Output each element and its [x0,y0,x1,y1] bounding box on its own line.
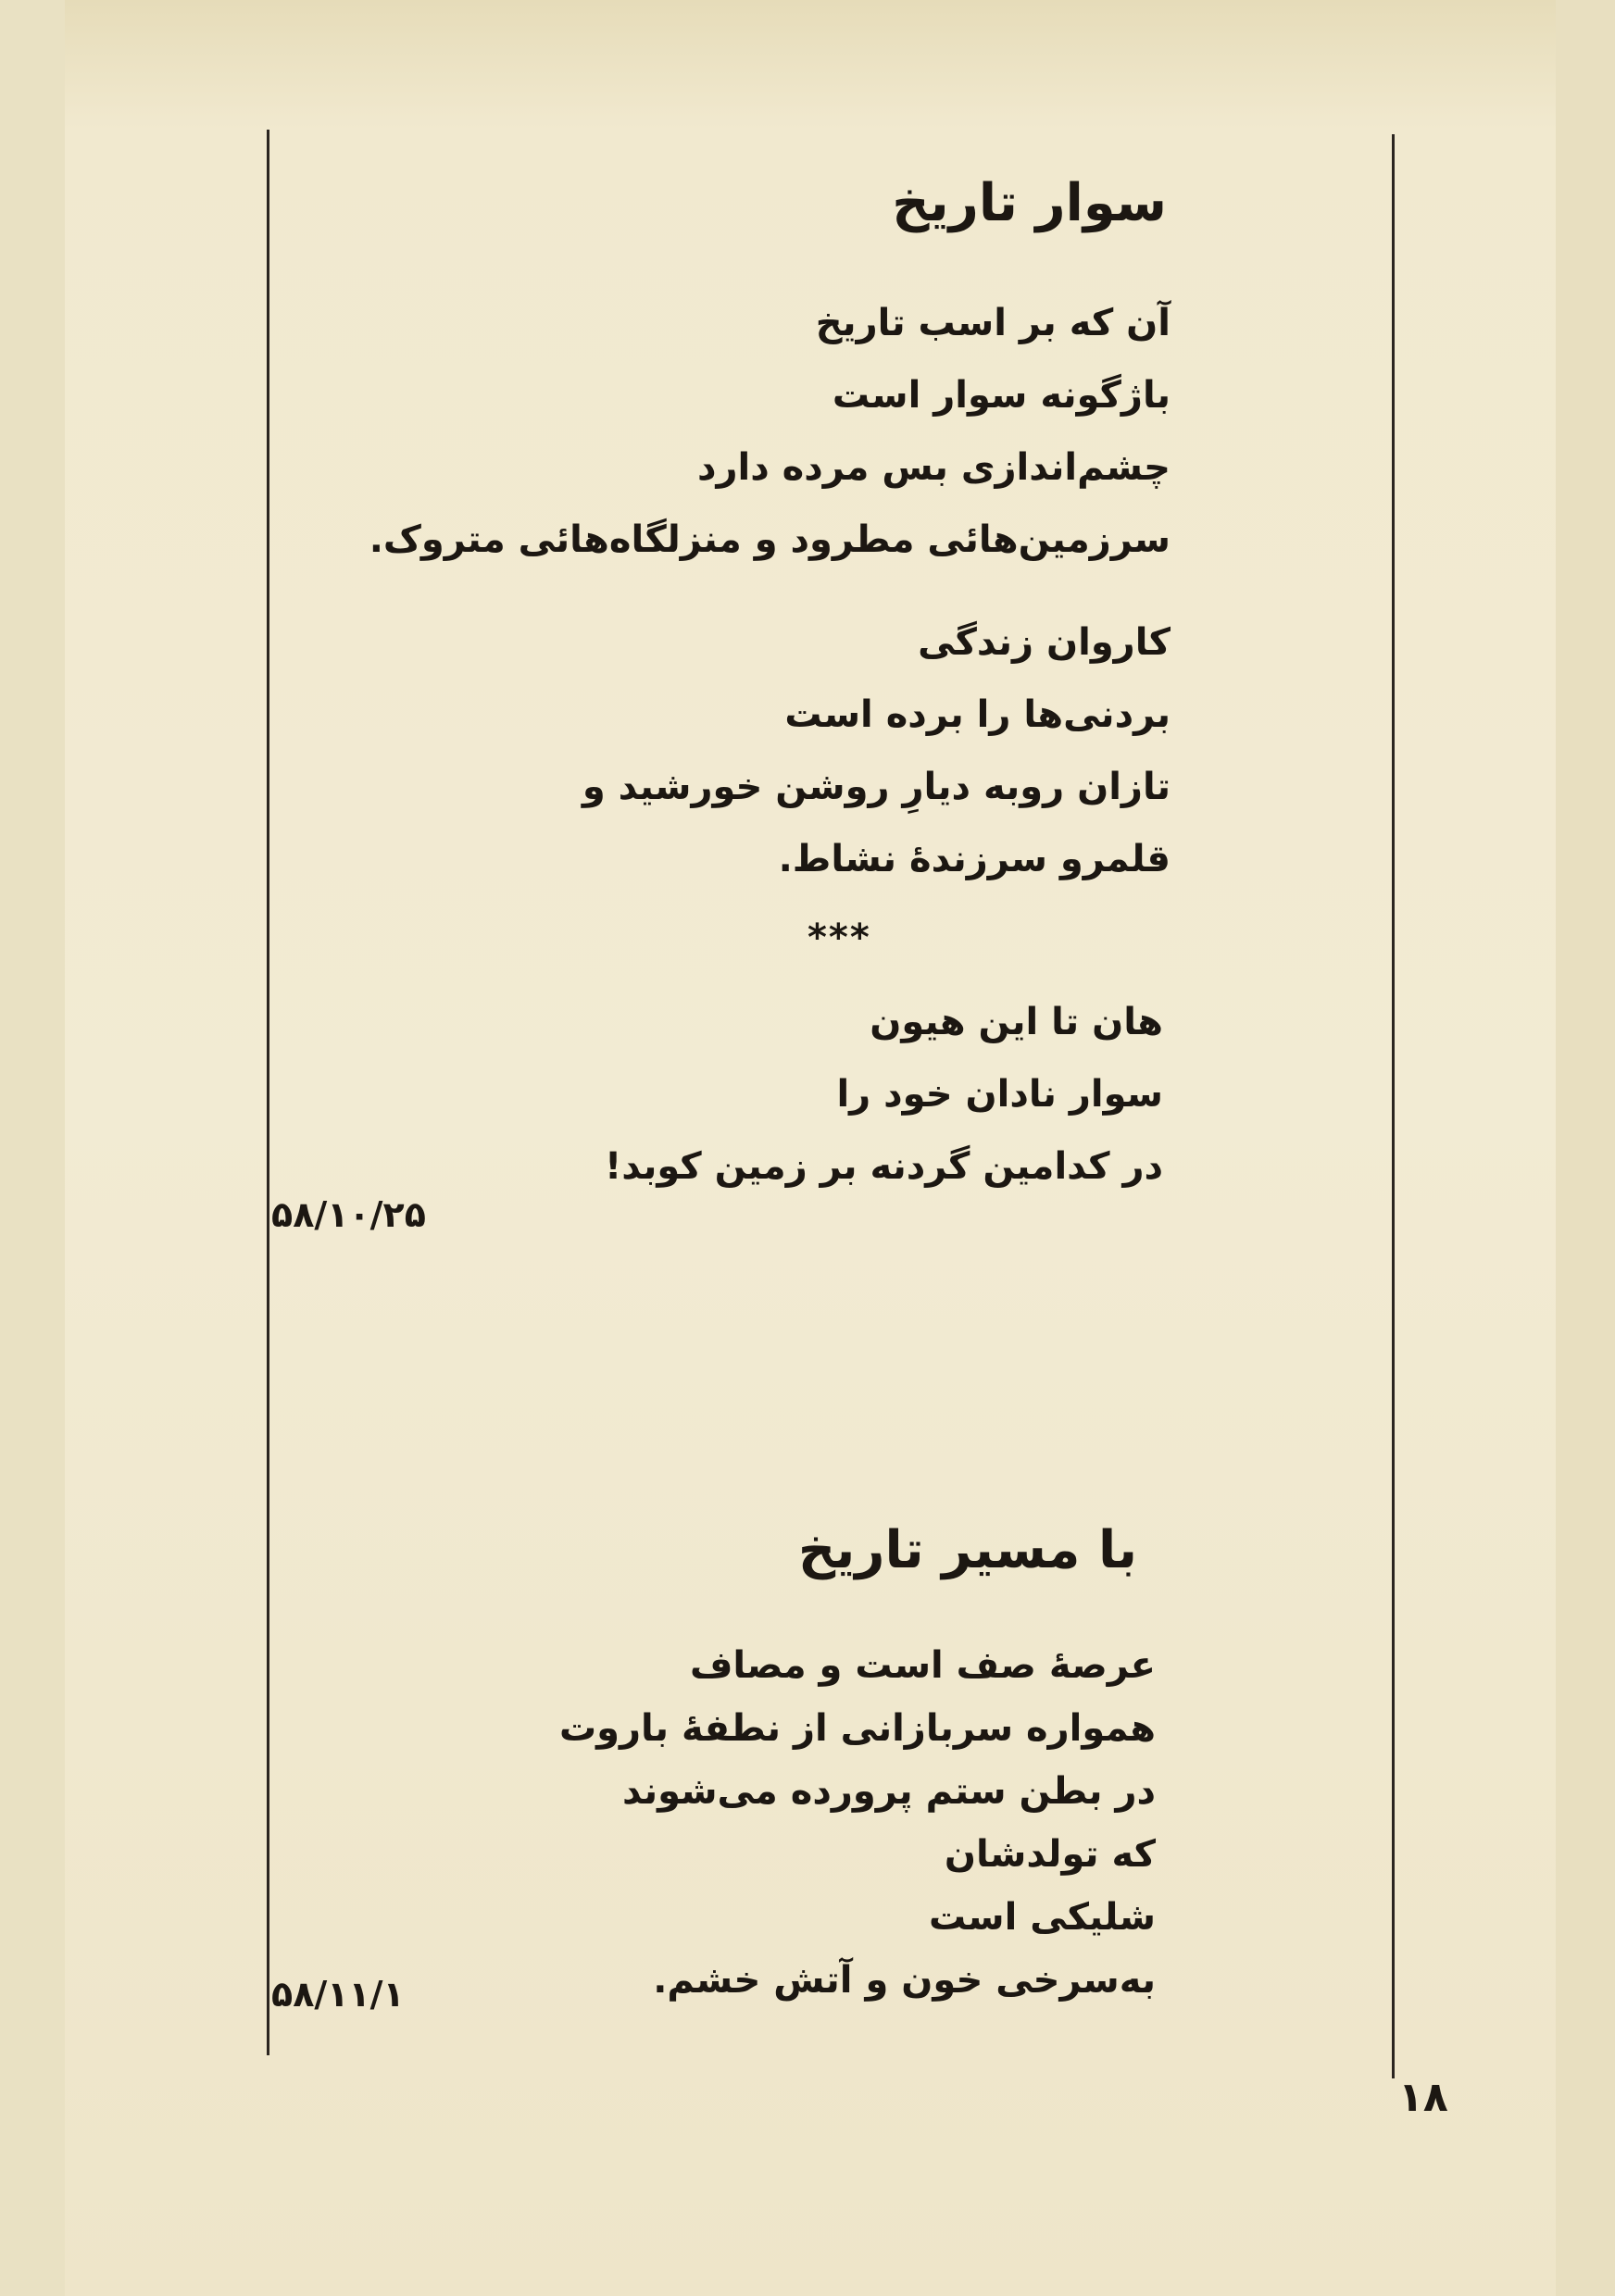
poem1-title: سوار تاریخ [892,173,1167,233]
right-vertical-rule [1392,134,1395,2078]
poem2-date: ۵۸/۱۱/۱ [271,1974,405,2015]
poem2-line: شلیکی است [928,1896,1156,1939]
page-number: ۱۸ [1398,2074,1448,2121]
poem2-line: به‌سرخی خون و آتش خشم. [653,1959,1156,2002]
poem2-line: عرصهٔ صف است و مصاف [689,1644,1156,1687]
page-edge-left [0,0,65,2296]
poem1-line: سرزمین‌هائی مطرود و منزلگاه‌هائی متروک. [369,518,1171,561]
poem2-line: که تولدشان [944,1833,1156,1876]
poem1-date: ۵۸/۱۰/۲۵ [271,1194,426,1235]
poem2-body [559,1634,1156,2012]
poem1-stanza1 [369,287,1171,576]
poem2-line: همواره سربازانی از نطفهٔ باروت [558,1707,1156,1750]
poem2-title: با مسیر تاریخ [797,1520,1137,1580]
left-vertical-rule [267,130,269,2055]
poem1-stanza2 [582,606,1171,895]
poem1-line: آن که بر اسب تاریخ [815,302,1171,344]
poem1-line: چشم‌اندازی بس مرده دارد [696,446,1171,489]
poem1-line: سوار نادان خود را [836,1073,1163,1116]
poem1-line: باژگونه سوار است [832,374,1171,417]
page-edge-right [1556,0,1615,2296]
poem1-line: کاروان زندگی [918,621,1171,664]
poem2-line: در بطن ستم پرورده می‌شوند [622,1770,1156,1813]
poem1-line: بردنی‌ها را برده است [784,693,1171,736]
poem1-line: در کدامین گردنه بر زمین کوبد! [604,1145,1163,1188]
stanza-separator: *** [808,917,871,959]
poem1-line: هان تا این هیون [870,1001,1163,1043]
poem1-stanza3 [605,986,1163,1203]
poem1-line: قلمرو سرزندهٔ نشاط. [778,838,1171,880]
poem1-line: تازان روبه دیارِ روشن خورشید و [582,766,1171,808]
